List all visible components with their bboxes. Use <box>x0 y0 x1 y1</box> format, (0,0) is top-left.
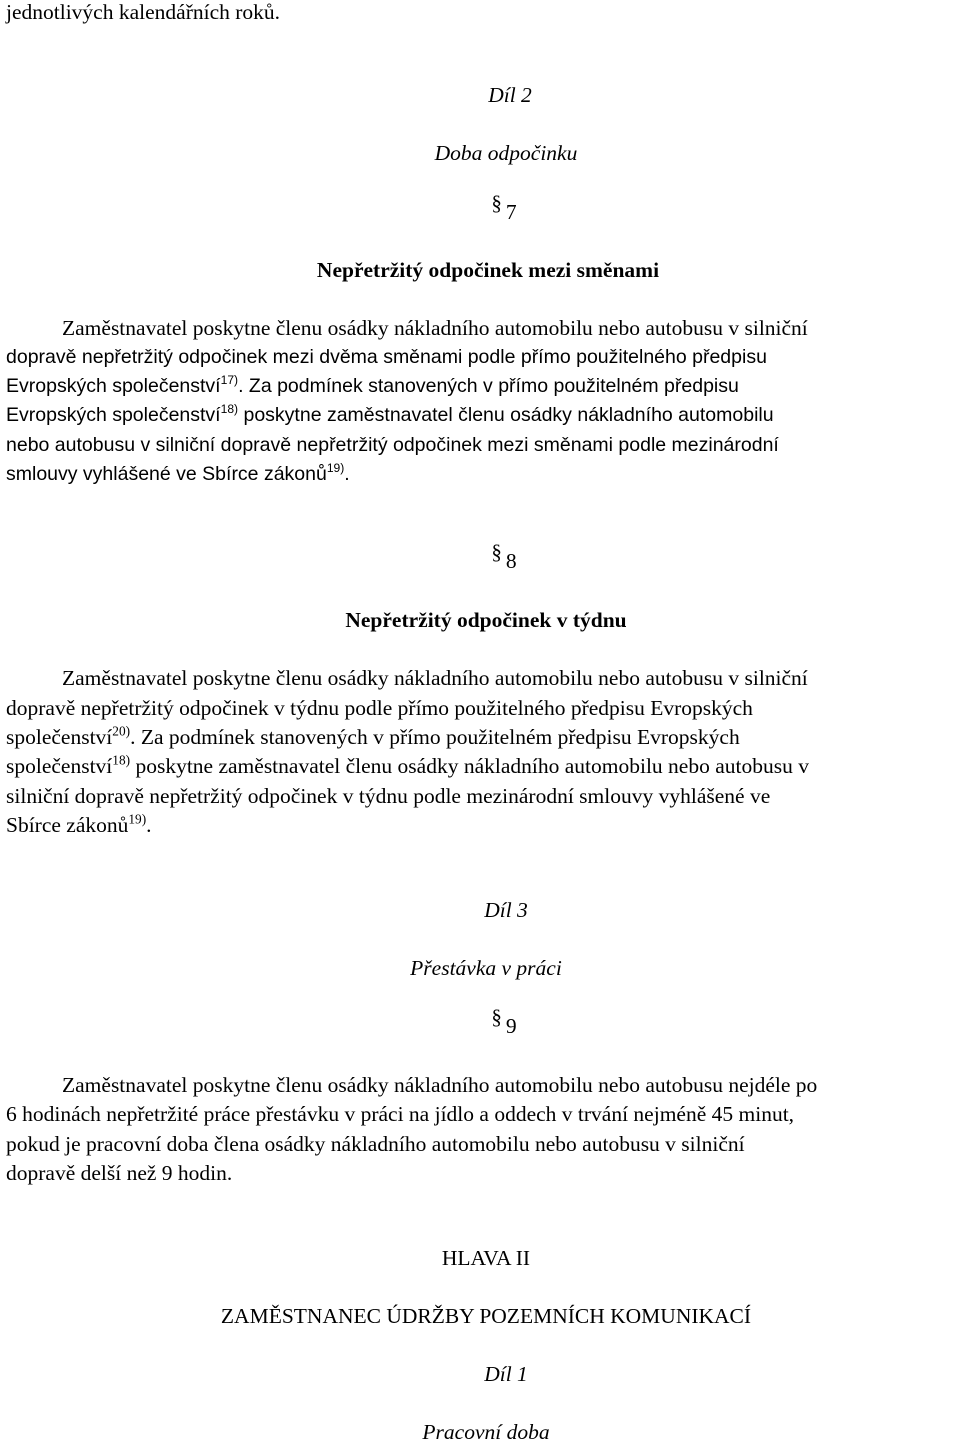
section-number <box>24 191 960 224</box>
paragraph-line <box>6 461 350 485</box>
paragraph-line: Zaměstnavatel poskytne členu osádky nákladního automobilu nebo autobusu nejdéle po <box>62 1073 818 1097</box>
part-title: Přestávka v práci <box>410 956 562 980</box>
part-label: Díl 2 <box>488 83 532 107</box>
text-run: . <box>344 463 350 485</box>
paragraph-line: dopravě nepřetržitý odpočinek mezi dvěma směnami podle přímo použitelného předpisu <box>6 346 767 368</box>
paragraph-line <box>6 723 740 749</box>
part-title: Pracovní doba <box>422 1420 550 1444</box>
paragraph-line: dopravě delší než 9 hodin. <box>6 1161 233 1185</box>
paragraph-line: silniční dopravě nepřetržitý odpočinek v týdnu podle mezinárodní smlouvy vyhlášené ve <box>6 784 771 808</box>
section-number <box>24 540 960 573</box>
paragraph-line <box>6 811 152 837</box>
text-run: Sbírce zákonů <box>6 813 129 837</box>
paragraph-line: 6 hodinách nepřetržité práce přestávku v práci na jídlo a oddech v trvání nejméně 45 minut, <box>6 1102 795 1126</box>
section-heading: Nepřetržitý odpočinek v týdnu <box>345 608 627 632</box>
text-run: poskytne zaměstnavatel členu osádky nákladního automobilu nebo autobusu v <box>130 754 809 778</box>
section-sign: § <box>491 540 502 564</box>
carryover-line: jednotlivých kalendářních roků. <box>6 0 281 24</box>
section-heading: Nepřetržitý odpočinek mezi směnami <box>316 258 660 282</box>
paragraph-line: nebo autobusu v silniční dopravě nepřetržitý odpočinek mezi směnami podle mezinárodní <box>6 434 779 456</box>
paragraph-line <box>6 373 739 397</box>
footnote-ref: 17) <box>220 373 239 388</box>
footnote-ref: 19) <box>128 811 147 827</box>
text-run: poskytne zaměstnavatel členu osádky nákladního automobilu <box>238 404 774 426</box>
paragraph-line: Zaměstnavatel poskytne členu osádky nákladního automobilu nebo autobusu v silniční <box>62 316 808 340</box>
footnote-ref: 18) <box>112 752 131 768</box>
paragraph-line: pokud je pracovní doba člena osádky nákladního automobilu nebo autobusu v silniční <box>6 1132 745 1156</box>
section-sign: § <box>491 1005 502 1029</box>
paragraph-line <box>6 402 774 426</box>
text-run: . Za podmínek stanovených v přímo použitelném předpisu <box>238 375 739 397</box>
footnote-ref: 19) <box>326 461 345 476</box>
text-run: smlouvy vyhlášené ve Sbírce zákonů <box>6 463 327 485</box>
paragraph-line: dopravě nepřetržitý odpočinek v týdnu podle přímo použitelného předpisu Evropských <box>6 696 753 720</box>
paragraph-line: Zaměstnavatel poskytne členu osádky nákladního automobilu nebo autobusu v silniční <box>62 666 808 690</box>
section-number-value: 9 <box>505 1014 517 1038</box>
footnote-ref: 18) <box>220 402 239 417</box>
text-run: . Za podmínek stanovených v přímo použitelném předpisu Evropských <box>130 725 740 749</box>
head-label: HLAVA II <box>441 1246 531 1270</box>
section-number-value: 7 <box>505 200 517 224</box>
text-run: společenství <box>6 754 113 778</box>
part-label: Díl 3 <box>484 898 528 922</box>
text-run: společenství <box>6 725 113 749</box>
text-run: Evropských společenství <box>6 375 221 397</box>
section-sign: § <box>491 191 502 215</box>
paragraph-line <box>6 752 809 778</box>
section-number <box>24 1005 960 1038</box>
part-title: Doba odpočinku <box>434 141 578 165</box>
section-number-value: 8 <box>505 549 517 573</box>
footnote-ref: 20) <box>112 723 131 739</box>
head-title: ZAMĚSTNANEC ÚDRŽBY POZEMNÍCH KOMUNIKACÍ <box>220 1304 752 1328</box>
text-run: . <box>146 813 152 837</box>
part-label: Díl 1 <box>484 1362 528 1386</box>
text-run: Evropských společenství <box>6 404 221 426</box>
